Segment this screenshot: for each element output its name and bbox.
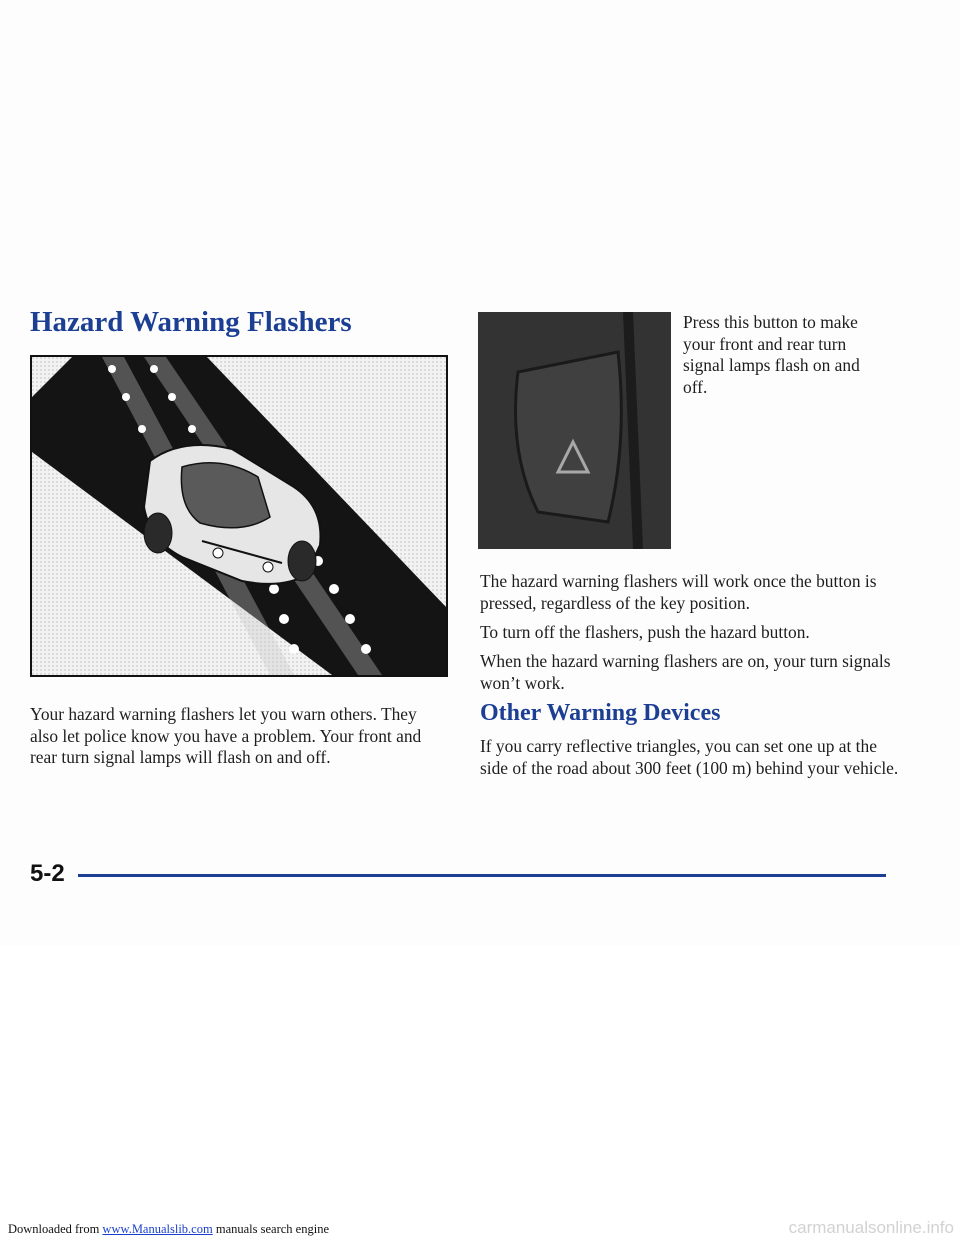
hazard-button-image bbox=[478, 312, 671, 549]
other-devices-body: If you carry reflective triangles, you can set one up at the side of the road about 300 feet (100 m) behind your vehicle. bbox=[480, 736, 899, 778]
paragraph-key-position: The hazard warning flashers will work once the button is pressed, regardless of the key position. bbox=[480, 571, 877, 613]
site-watermark: carmanualsonline.info bbox=[788, 1218, 954, 1237]
paragraph-turn-signals: When the hazard warning flashers are on, your turn signals won’t work. bbox=[480, 651, 891, 693]
banner-prefix: Downloaded from bbox=[8, 1222, 103, 1236]
other-devices-title: Other Warning Devices bbox=[480, 700, 721, 726]
hazard-button-photo bbox=[478, 312, 671, 549]
car-road-drawing bbox=[32, 357, 446, 675]
download-banner bbox=[8, 1222, 329, 1237]
manualslib-link[interactable]: www.Manualslib.com bbox=[102, 1222, 213, 1236]
paragraph-turn-off: To turn off the flashers, push the hazard button. bbox=[480, 622, 810, 642]
footer-divider bbox=[78, 874, 886, 877]
hazard-flashers-illustration bbox=[30, 355, 448, 677]
hazard-section-title: Hazard Warning Flashers bbox=[30, 306, 352, 338]
banner-suffix: manuals search engine bbox=[212, 1222, 329, 1236]
hazard-section-body: Your hazard warning flashers let you warn others. They also let police know you have a problem. Your front and rear turn signal lamps will flash on and off. bbox=[30, 704, 422, 767]
page-number: 5-2 bbox=[30, 860, 65, 887]
hazard-button-caption: Press this button to make your front and rear turn signal lamps flash on and off. bbox=[683, 312, 860, 397]
